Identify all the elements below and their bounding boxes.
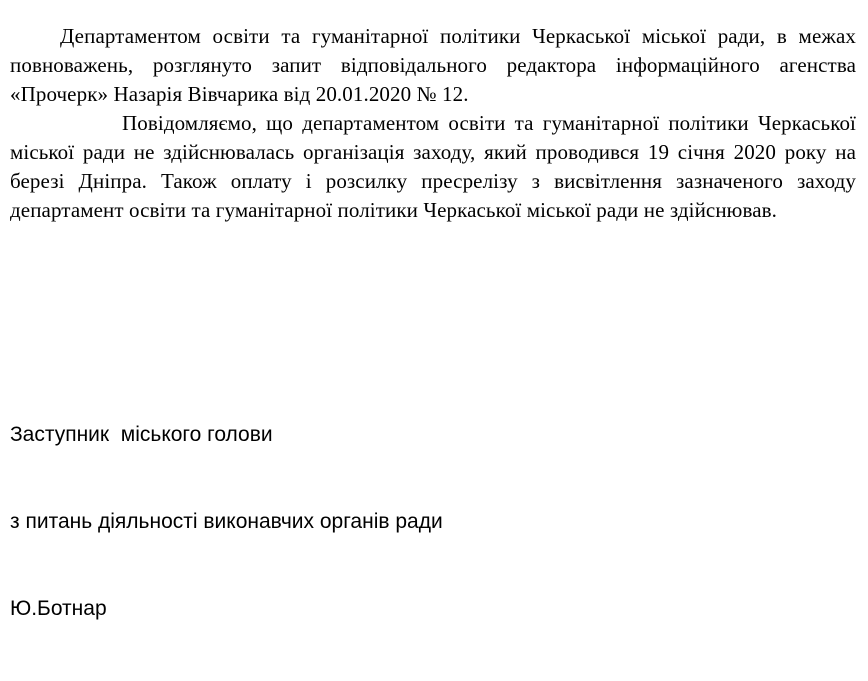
signature-position-line-2: з питань діяльності виконавчих органів ради xyxy=(10,510,443,533)
signature-position-line-1: Заступник міського голови xyxy=(10,423,273,446)
letter-paragraph-response: Повідомляємо, що департаментом освіти та гуманітарної політики Черкаської міської ради не здійснювалась організація заходу, який проводився 19 січня 2020 року на березі Дніпра. Також оплату і розсилку пресрелізу з висвітлення зазначеного заходу департамент освіти та гуманітарної політики Черкаської міської ради не здійснював. xyxy=(10,111,856,222)
signature-block xyxy=(10,362,443,681)
letter-paragraph-request: Департаментом освіти та гуманітарної політики Черкаської міської ради, в межах повноважень, розглянуто запит відповідального редактора інформаційного агенства «Прочерк» Назарія Вівчарика від 20.01.2020 № 12. xyxy=(10,24,856,106)
signature-name: Ю.Ботнар xyxy=(10,597,107,620)
letter-body xyxy=(10,22,856,225)
